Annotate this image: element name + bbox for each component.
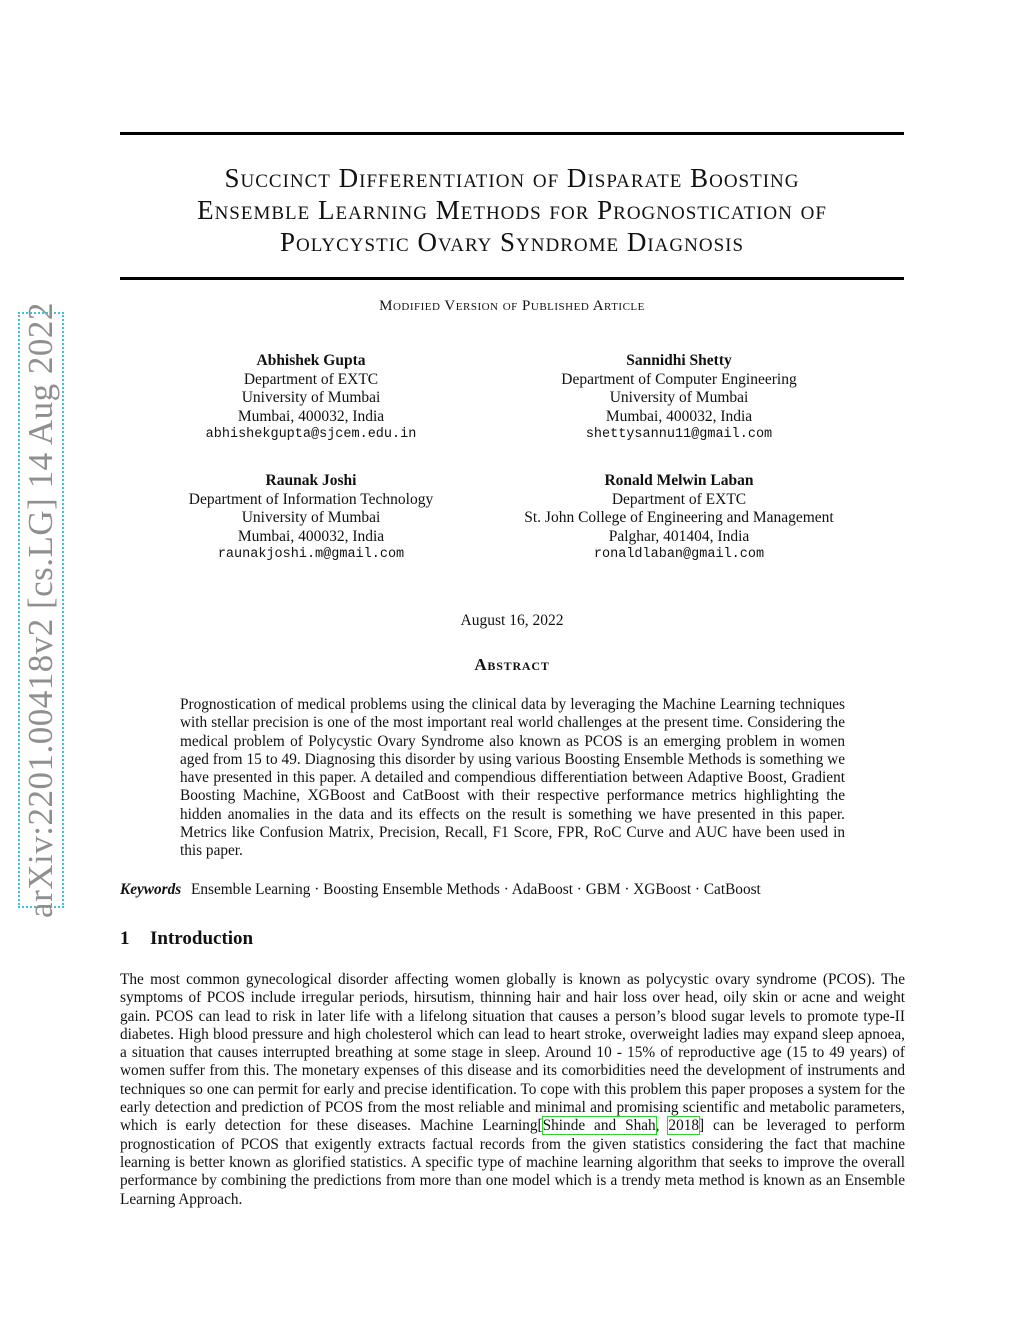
author-location: Mumbai, 400032, India xyxy=(237,527,385,545)
keywords-label: Keywords xyxy=(120,881,182,898)
paper-title xyxy=(120,162,904,258)
section-heading xyxy=(120,928,253,950)
author-block xyxy=(499,352,859,445)
intro-text-part1: The most common gynecological disorder affecting women globally is known as polycystic ovary syndrome (PCOS). The symptoms of PCOS include irregular periods, hirsutism, thinning hair and hair loss over head, oily skin or acne and weight gain. PCOS can lead to risk in later life with a lifelong situation that causes a person’s blood sugar levels to promote type-II diabetes. High blood pressure and high cholesterol which can lead to heart stroke, overweight ladies may expand sleep apnoea, a situation that causes interrupted breathing at some stage in sleep. Around 10 - 15% of reproductive age (15 to 49 years) of women suffer from this. The monetary expenses of this disease and its comorbidities need the development of instruments and techniques so one can permit for early and precise identification. To cope with this problem this paper proposes a system for the early detection and prediction of PCOS from the most reliable and minimal and promising scientific and metabolic parameters, which is early detection for these diseases. Machine Learning[ xyxy=(120,971,905,1135)
author-department: Department of EXTC xyxy=(243,370,379,388)
intro-text-part2: ] can be leveraged to perform prognostication of PCOS that exigently extracts factual records from the given statistics considering the fact that machine learning is better known as glorified statistics. A specific type of machine learning algorithm that seeks to improve the overall performance by combining the predictions from more than one model which is a trendy meta method is known as an Ensemble Learning Approach. xyxy=(120,1117,905,1208)
title-rule-bottom xyxy=(120,277,904,280)
author-email[interactable]: shettysannu11@gmail.com xyxy=(585,427,773,442)
author-block xyxy=(499,472,859,565)
author-university: University of Mumbai xyxy=(241,389,381,406)
author-email[interactable]: abhishekgupta@sjcem.edu.in xyxy=(205,427,417,442)
citation-link-authors[interactable]: Shinde and Shah xyxy=(542,1117,656,1135)
author-location: Mumbai, 400032, India xyxy=(605,407,753,425)
author-email[interactable]: raunakjoshi.m@gmail.com xyxy=(217,547,405,562)
citation-separator: , xyxy=(655,1117,669,1135)
author-university: University of Mumbai xyxy=(609,389,749,406)
title-line-1: Succinct Differentiation of Disparate Boosting xyxy=(224,163,800,193)
author-department: Department of Computer Engineering xyxy=(561,370,797,388)
paper-subtitle: Modified Version of Published Article xyxy=(379,298,645,314)
introduction-paragraph xyxy=(120,971,905,1209)
author-name: Abhishek Gupta xyxy=(256,352,366,369)
author-name: Ronald Melwin Laban xyxy=(604,472,754,489)
author-block xyxy=(131,472,491,565)
author-university: St. John College of Engineering and Management xyxy=(524,509,834,526)
paper-date: August 16, 2022 xyxy=(460,612,564,629)
author-name: Sannidhi Shetty xyxy=(626,352,732,369)
author-department: Department of EXTC xyxy=(611,490,747,508)
citation-link-year[interactable]: 2018 xyxy=(668,1117,700,1135)
section-number: 1 xyxy=(120,928,130,949)
title-line-2: Ensemble Learning Methods for Prognostication of xyxy=(197,195,827,225)
author-location: Palghar, 401404, India xyxy=(608,527,750,545)
author-block xyxy=(131,352,491,445)
author-department: Department of Information Technology xyxy=(188,490,434,508)
keywords-line xyxy=(120,881,904,899)
arxiv-stamp-text: arXiv:2201.00418v2 [cs.LG] 14 Aug 2022 xyxy=(21,302,60,918)
title-rule-top xyxy=(120,132,904,135)
author-name: Raunak Joshi xyxy=(265,472,357,489)
author-university: University of Mumbai xyxy=(241,509,381,526)
arxiv-stamp[interactable] xyxy=(18,302,64,918)
section-title: Introduction xyxy=(150,928,254,949)
title-line-3: Polycystic Ovary Syndrome Diagnosis xyxy=(279,227,745,257)
abstract-text: Prognostication of medical problems using the clinical data by leveraging the Machine Learning techniques with stellar precision is one of the most important real world challenges at the present time. Considering the medical problem of Polycystic Ovary Syndrome also known as PCOS is an emerging problem in women aged from 15 to 49. Diagnosing this disorder by using various Boosting Ensemble Methods is something we have presented in this paper. A detailed and compendious differentiation between Adaptive Boost, Gradient Boosting Machine, XGBoost and CatBoost with their respective performance metrics highlighting the hidden anomalies in the data and its effects on the result is something we have presented in this paper. Metrics like Confusion Matrix, Precision, Recall, F1 Score, FPR, RoC Curve and AUC have been used in this paper. xyxy=(180,696,845,860)
abstract-heading: Abstract xyxy=(474,655,550,674)
author-location: Mumbai, 400032, India xyxy=(237,407,385,425)
keywords-text: Ensemble Learning · Boosting Ensemble Methods · AdaBoost · GBM · XGBoost · CatBoost xyxy=(191,881,761,898)
author-email[interactable]: ronaldlaban@gmail.com xyxy=(593,547,765,562)
